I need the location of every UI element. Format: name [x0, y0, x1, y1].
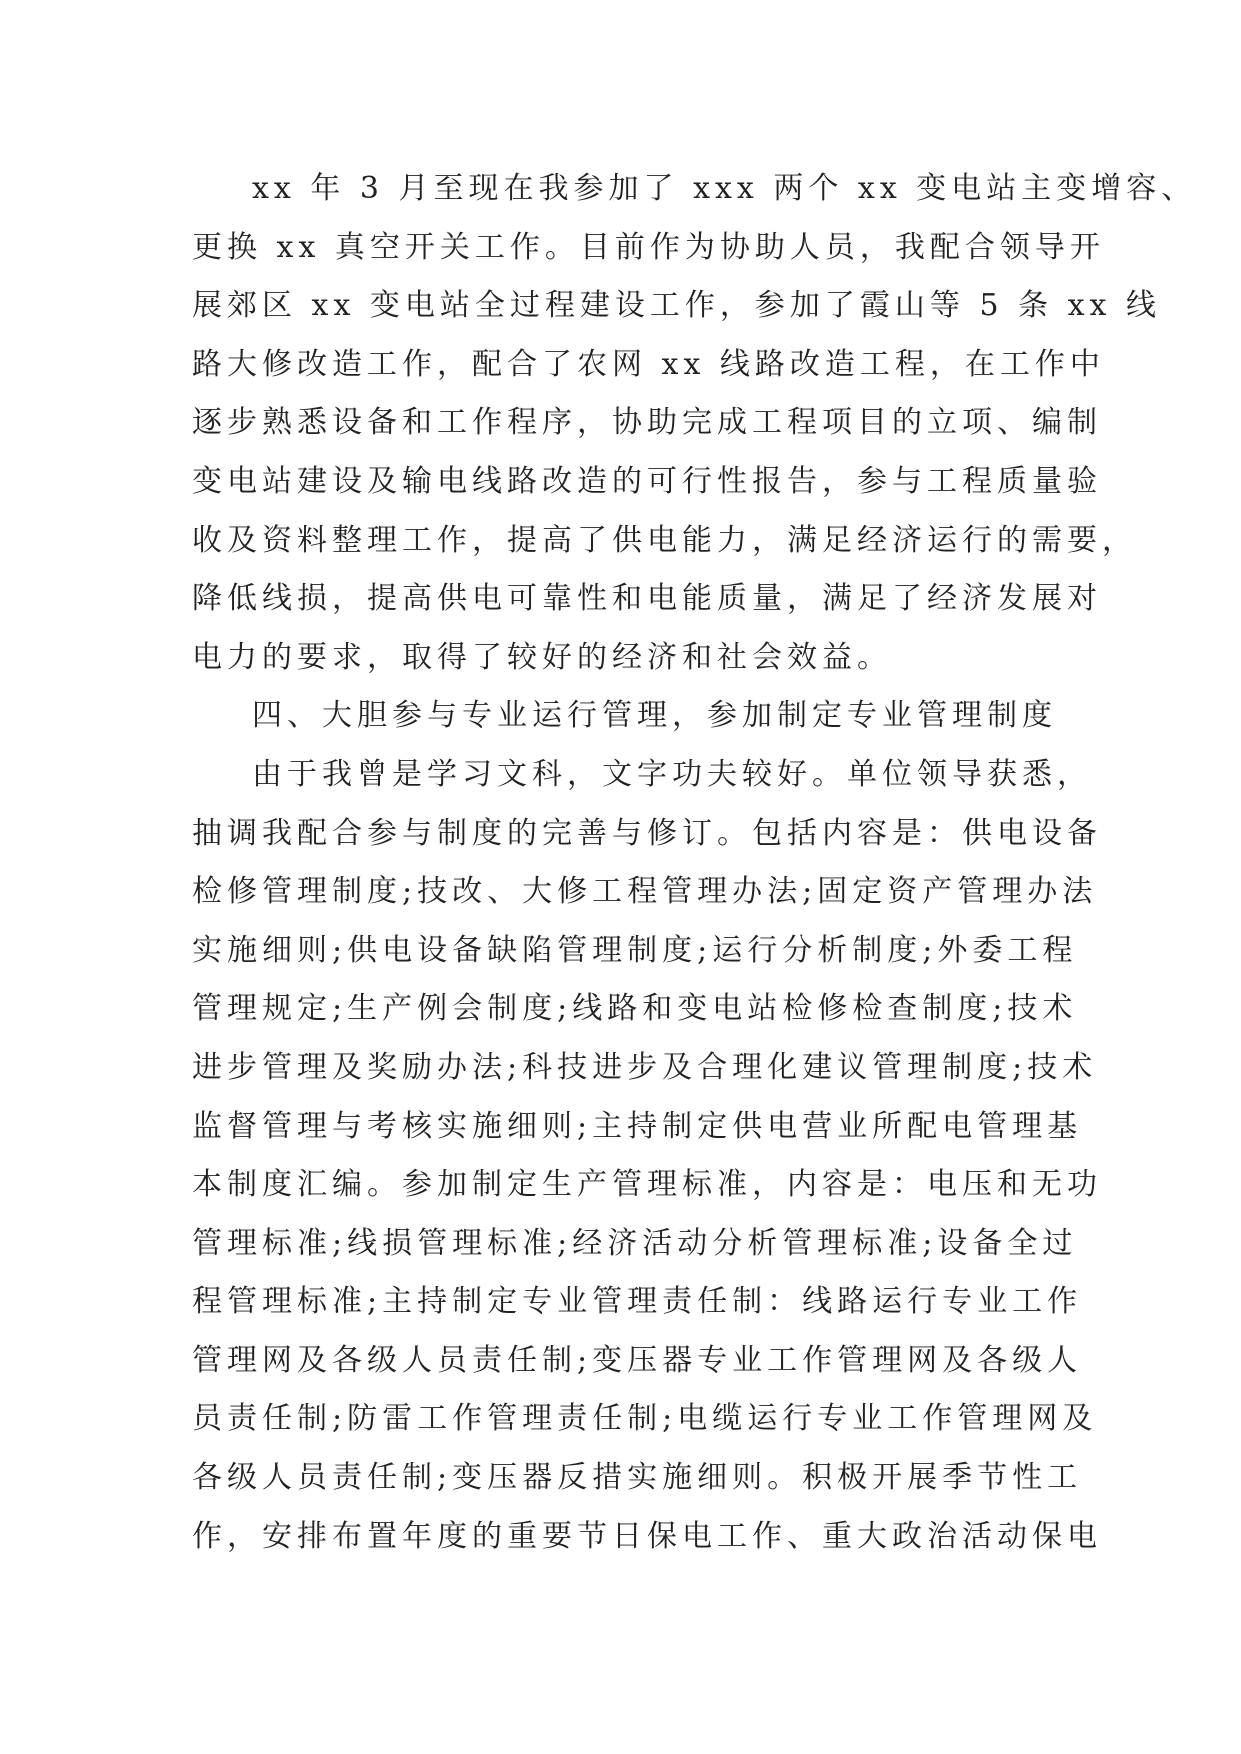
document-body	[192, 160, 1197, 1566]
text-line: 进步管理及奖励办法;科技进步及合理化建议管理制度;技术	[192, 1049, 1098, 1085]
text-line: 管理规定;生产例会制度;线路和变电站检修检查制度;技术	[192, 991, 1078, 1027]
text-line: 降低线损，提高供电可靠性和电能质量，满足了经济发展对	[192, 581, 1102, 617]
text-line: 展郊区 xx 变电站全过程建设工作，参加了霞山等 5 条 xx 线	[192, 288, 1161, 324]
text-line: 逐步熟悉设备和工作程序，协助完成工程项目的立项、编制	[192, 405, 1102, 441]
text-line: 电力的要求，取得了较好的经济和社会效益。	[192, 639, 892, 675]
text-line: 员责任制;防雷工作管理责任制;电缆运行专业工作管理网及	[192, 1401, 1098, 1437]
text-line: xx 年 3 月至现在我参加了 xxx 两个 xx 变电站主变增容、	[252, 171, 1197, 206]
text-line: 各级人员责任制;变压器反措实施细则。积极开展季节性工	[192, 1460, 1083, 1496]
text-line: 本制度汇编。参加制定生产管理标准，内容是：电压和无功	[192, 1167, 1102, 1203]
text-line: 变电站建设及输电线路改造的可行性报告，参与工程质量验	[192, 463, 1102, 499]
text-line: 由于我曾是学习文科，文字功夫较好。单位领导获悉，	[252, 756, 1092, 792]
section-heading: 四、大胆参与专业运行管理，参加制定专业管理制度	[252, 698, 1057, 734]
text-line: 实施细则;供电设备缺陷管理制度;运行分析制度;外委工程	[192, 932, 1078, 968]
text-line: 管理网及各级人员责任制;变压器专业工作管理网及各级人	[192, 1342, 1083, 1378]
text-line: 管理标准;线损管理标准;经济活动分析管理标准;设备全过	[192, 1225, 1078, 1261]
text-line: 监督管理与考核实施细则;主持制定供电营业所配电管理基	[192, 1108, 1083, 1144]
text-line: 抽调我配合参与制度的完善与修订。包括内容是：供电设备	[192, 815, 1102, 851]
text-line: 作，安排布置年度的重要节日保电工作、重大政治活动保电	[192, 1518, 1102, 1554]
text-line: 收及资料整理工作，提高了供电能力，满足经济运行的需要，	[192, 522, 1137, 558]
text-line: 程管理标准;主持制定专业管理责任制：线路运行专业工作	[192, 1284, 1083, 1320]
text-line: 检修管理制度;技改、大修工程管理办法;固定资产管理办法	[192, 874, 1098, 910]
text-line: 路大修改造工作，配合了农网 xx 线路改造工程，在工作中	[192, 346, 1105, 382]
text-line: 更换 xx 真空开关工作。目前作为协助人员，我配合领导开	[192, 229, 1105, 265]
